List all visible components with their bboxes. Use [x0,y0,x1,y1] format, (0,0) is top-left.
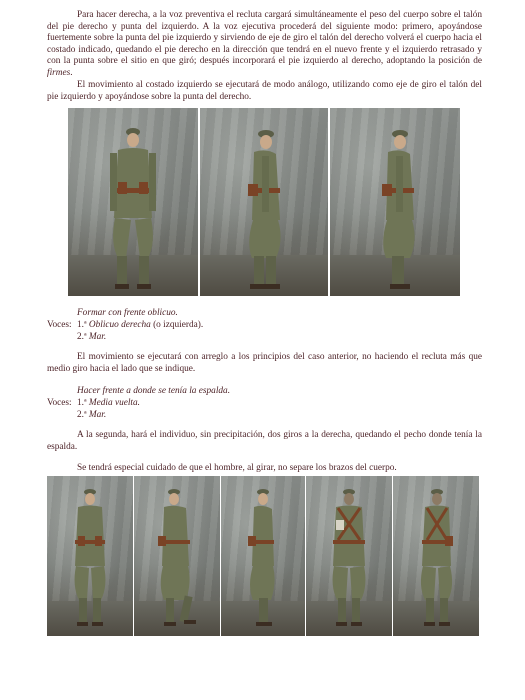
soldier-back-turned-figure [393,476,479,636]
section-title-about-face: Hacer frente a donde se tenía la espalda. [77,386,231,396]
soldier-profile-figure-2 [330,108,460,296]
command-number: 2.ª [77,410,89,420]
command-1-about-face [77,398,140,410]
command-1-oblique [77,320,203,332]
soldier-back-photo [306,476,392,636]
paragraph-text: . [70,67,73,78]
soldier-front-figure-row2 [47,476,133,636]
soldier-profile-photo-2 [330,108,460,296]
soldier-profile-figure-row2 [221,476,305,636]
soldier-turn-photo [134,476,220,636]
command-text: Mar. [88,332,107,342]
command-number: 1.ª [77,398,89,408]
soldier-profile-photo-row2 [221,476,305,636]
section-title-oblique: Formar con frente oblicuo. [77,308,178,318]
command-2-oblique [77,332,106,344]
command-text: Oblicuo derecha [88,320,151,330]
soldier-profile-photo [200,108,328,296]
soldier-back-figure [306,476,392,636]
command-number: 1.ª [77,320,89,330]
paragraph-about-face-execution: A la segunda, hará el individuo, sin precipitación, dos giros a la derecha, quedando el pecho donde tenía la espalda. [47,430,482,452]
paragraph-oblique-execution: El movimiento se ejecutará con arreglo a los principios del caso anterior, no haciendo el recluta más que medio giro hacia el lado que se indique. [47,352,482,374]
soldier-profile-figure [200,108,328,296]
soldier-back-turned-photo [393,476,479,636]
paragraph-left-turn: El movimiento al costado izquierdo se ejecutará de modo análogo, utilizando como eje de giro el talón del pie izquierdo y apoyándose sobre la punta del derecho. [47,80,482,102]
soldier-front-photo [68,108,198,296]
paragraph-arms-caution: Se tendrá especial cuidado de que el hombre, al girar, no separe los brazos del cuerpo. [77,463,397,473]
voces-label-2: Voces: [47,398,72,408]
soldier-front-figure [68,108,198,296]
command-text: Media vuelta. [88,398,140,408]
command-text: Mar. [88,410,107,420]
italic-term: firmes [47,67,71,78]
paragraph-text: Para hacer derecha, a la voz preventiva el recluta cargará simultáneamente el peso del cuerpo sobre el talón del pie derecho y punta del izquierdo. A la voz ejecutiva procederá del siguiente modo: primero, apoyándose fuertemente sobre la punta del pie izquierdo y sirviendo de eje de giro el talón del derecho volverá el cuerpo hacia el costado indicado, quedando el pie derecho en la dirección que tendrá en el nuevo frente y el izquierdo retrasado y con la punta sobre el sitio en que giró; después incorporará el pie izquierdo al derecho, adoptando la posición de [47,10,482,67]
voces-label: Voces: [47,320,72,330]
command-2-about-face [77,410,106,422]
soldier-front-photo-row2 [47,476,133,636]
command-number: 2.ª [77,332,89,342]
paragraph-right-turn [47,10,482,80]
soldier-turn-figure [134,476,220,636]
command-note: (o izquierda). [150,320,204,330]
